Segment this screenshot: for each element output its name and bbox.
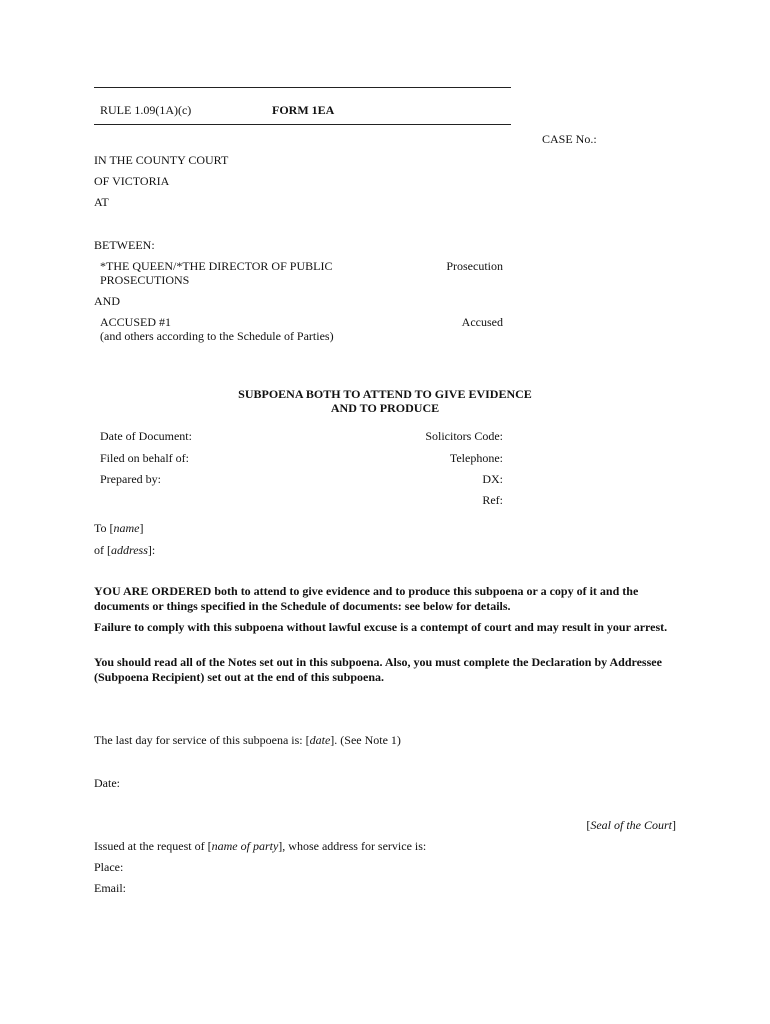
- to-suffix: ]: [139, 521, 144, 535]
- last-day-prefix: The last day for service of this subpoena is: [: [94, 733, 310, 747]
- last-day-suffix: ]. (See Note 1): [330, 733, 401, 747]
- name-placeholder: name: [113, 521, 140, 535]
- document-title-line1: SUBPOENA BOTH TO ATTEND TO GIVE EVIDENCE: [238, 387, 532, 401]
- email-label: Email:: [94, 881, 126, 895]
- addressee-name-line: [94, 521, 144, 535]
- prepared-by-label: Prepared by:: [100, 472, 161, 486]
- case-number-label: CASE No.:: [542, 132, 597, 146]
- document-title-line2: AND TO PRODUCE: [330, 401, 440, 415]
- of-suffix: ]:: [147, 543, 156, 557]
- addressee-address-line: [94, 543, 155, 557]
- date-placeholder: date: [309, 733, 331, 747]
- to-prefix: To [: [94, 521, 114, 535]
- accused-role-label: Accused: [461, 315, 503, 329]
- court-name-line1: IN THE COUNTY COURT: [94, 153, 229, 167]
- court-location-label: AT: [94, 195, 109, 209]
- accused-note: (and others according to the Schedule of Parties): [100, 329, 334, 343]
- between-label: BETWEEN:: [94, 238, 155, 252]
- issued-prefix: Issued at the request of [: [94, 839, 212, 853]
- court-seal-placeholder: [575, 818, 676, 832]
- issued-suffix: ], whose address for service is:: [278, 839, 427, 853]
- prosecution-role-label: Prosecution: [446, 259, 503, 273]
- order-paragraph: YOU ARE ORDERED both to attend to give evidence and to produce this subpoena or a copy of it and the documents or things specified in the Schedule of documents: see below for details.: [94, 584, 639, 613]
- prosecutor-name-line2: PROSECUTIONS: [100, 273, 190, 287]
- header-bottom-rule: [94, 124, 511, 125]
- dx-label: DX:: [482, 472, 503, 486]
- ref-label: Ref:: [482, 493, 503, 507]
- telephone-label: Telephone:: [449, 451, 503, 465]
- of-prefix: of [: [94, 543, 111, 557]
- court-name-line2: OF VICTORIA: [94, 174, 170, 188]
- rule-reference: RULE 1.09(1A)(c): [100, 103, 192, 117]
- accused-name: ACCUSED #1: [100, 315, 172, 329]
- header-top-rule: [94, 87, 511, 88]
- and-label: AND: [94, 294, 120, 308]
- seal-close-bracket: ]: [672, 818, 676, 832]
- notes-instruction-paragraph: You should read all of the Notes set out in this subpoena. Also, you must complete the Declaration by Addressee (Subpoena Recipient) set out at the end of this subpoena.: [94, 655, 662, 684]
- contempt-warning-paragraph: Failure to comply with this subpoena without lawful excuse is a contempt of court and may result in your arrest.: [94, 620, 668, 634]
- form-name: FORM 1EA: [272, 103, 335, 117]
- last-day-of-service-line: [94, 733, 401, 747]
- filed-on-behalf-label: Filed on behalf of:: [100, 451, 189, 465]
- prosecutor-name-line1: *THE QUEEN/*THE DIRECTOR OF PUBLIC: [100, 259, 333, 273]
- party-name-placeholder: name of party: [211, 839, 279, 853]
- date-label: Date:: [94, 776, 120, 790]
- seal-open-bracket: [: [586, 818, 591, 832]
- solicitors-code-label: Solicitors Code:: [425, 429, 503, 443]
- issued-at-request-line: [94, 839, 426, 853]
- seal-text: Seal of the Court: [590, 818, 672, 832]
- date-of-document-label: Date of Document:: [100, 429, 192, 443]
- address-placeholder: address: [111, 543, 148, 557]
- place-label: Place:: [94, 860, 124, 874]
